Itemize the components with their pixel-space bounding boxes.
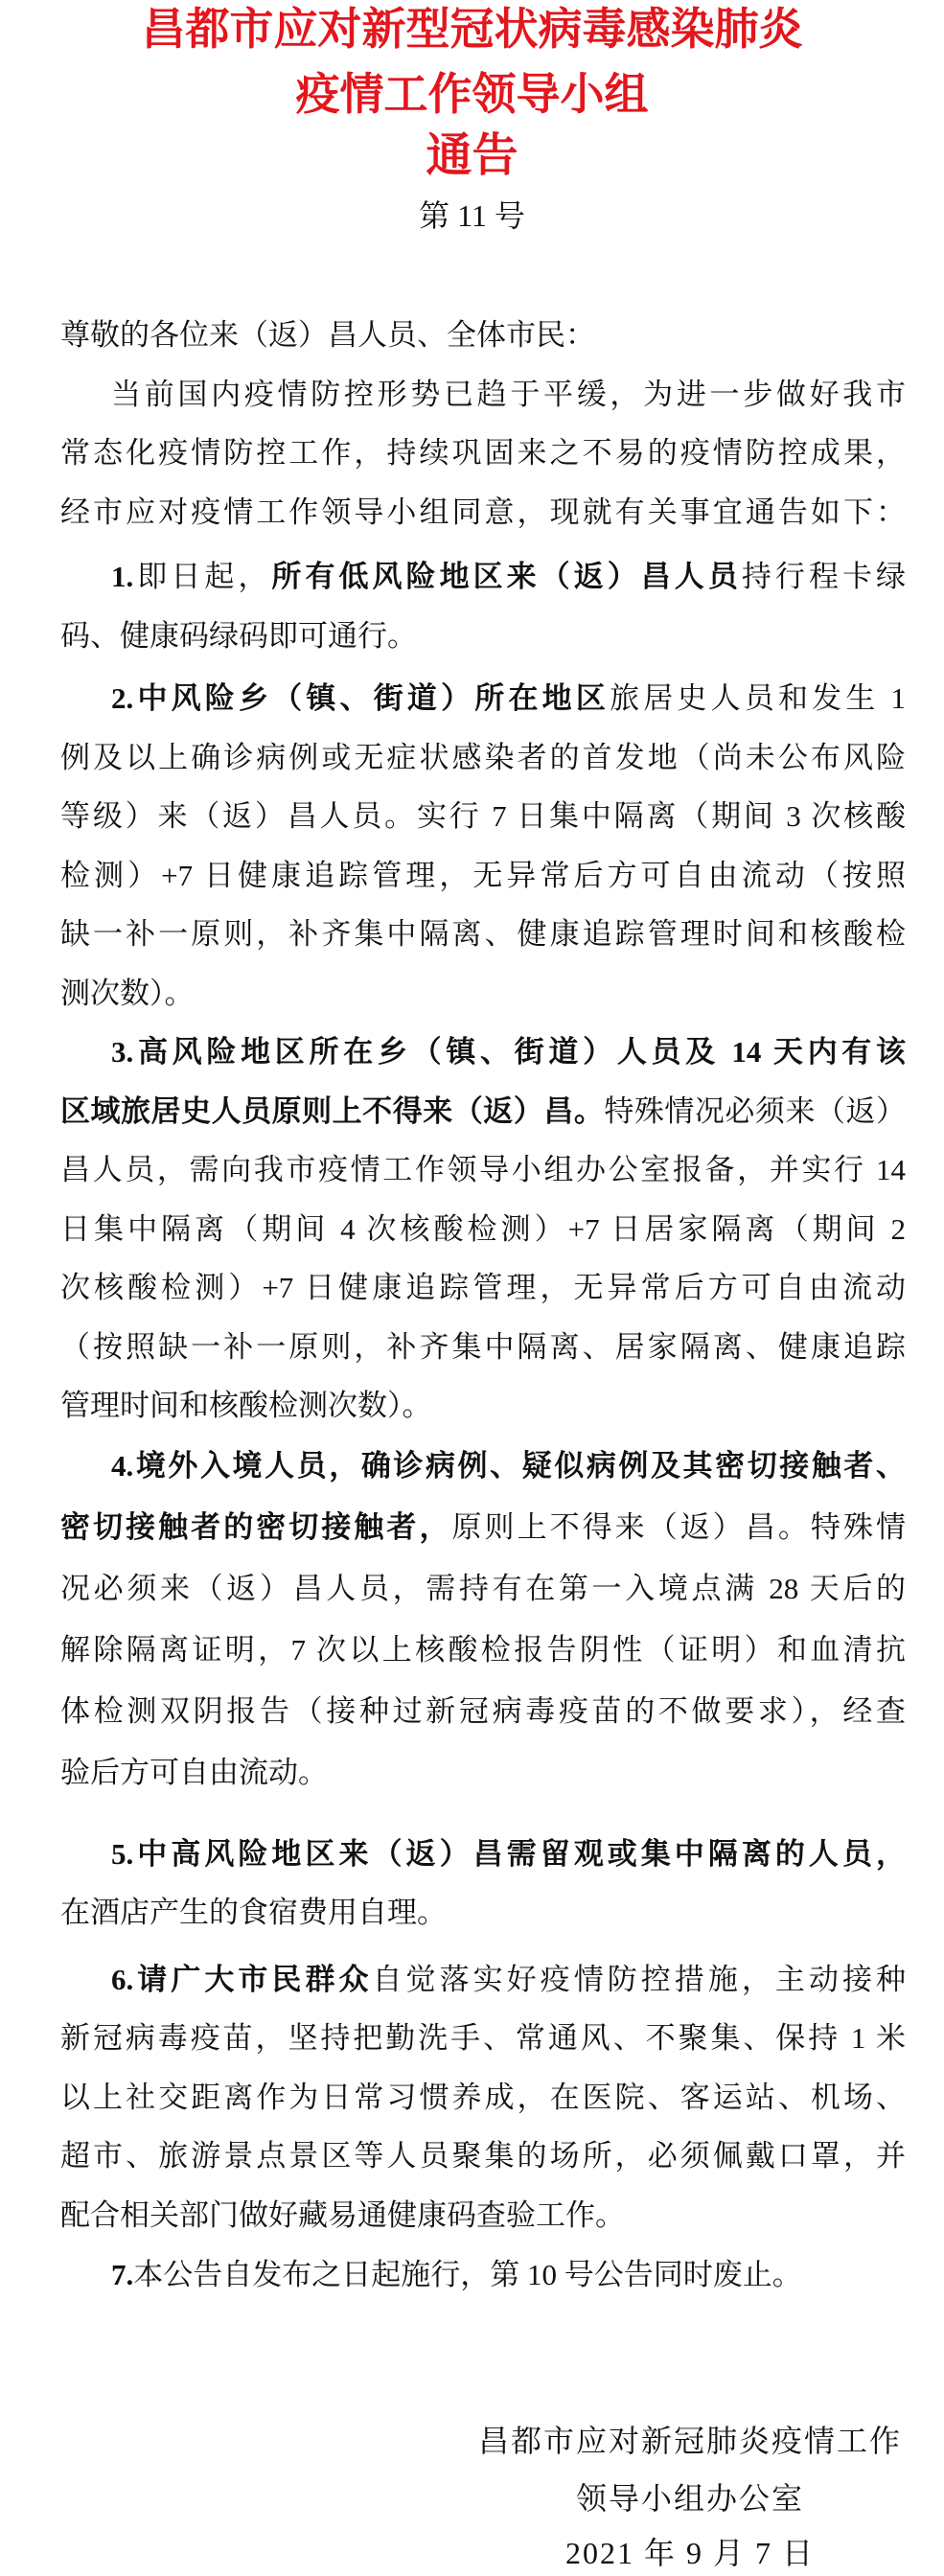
bold-text-segment: 7. xyxy=(111,2258,134,2291)
text-segment: 经市应对疫情工作领导小组同意，现就有关事宜通告如下： xyxy=(60,494,906,529)
notice-title-line-1: 昌都市应对新型冠状病毒感染肺炎 xyxy=(141,5,803,54)
text-segment: 测次数）。 xyxy=(60,976,195,1010)
notice-body xyxy=(60,306,906,2305)
bold-text-segment: 所有低风险地区来（返）昌人员 xyxy=(271,560,742,593)
text-segment: 检测）+7 日健康追踪管理，无异常后方可自由流动（按照 xyxy=(60,858,906,892)
paragraph-line xyxy=(60,1825,906,1884)
text-segment: 原则上不得来（返）昌。特殊情 xyxy=(451,1509,907,1544)
text-segment: 缺一补一原则，补齐集中隔离、健康追踪管理时间和核酸检 xyxy=(60,917,906,951)
text-segment: 次核酸检测）+7 日健康追踪管理，无异常后方可自由流动 xyxy=(60,1271,906,1304)
bold-text-segment: 4.境外入境人员，确诊病例、疑似病例及其密切接触者、 xyxy=(111,1448,906,1483)
paragraph-line xyxy=(60,1436,906,1497)
line-text xyxy=(60,2198,625,2232)
text-segment: 超市、旅游景点景区等人员聚集的场所，必须佩戴口罩，并 xyxy=(60,2139,906,2173)
bold-text-segment: 5.中高风险地区来（返）昌需留观或集中隔离的人员， xyxy=(111,1836,906,1871)
text-segment: 特殊情况必须来（返） xyxy=(604,1093,907,1128)
line-text xyxy=(60,1510,906,1544)
bold-text-segment: 密切接触者的密切接触者， xyxy=(60,1509,452,1544)
text-segment: 体检测双阴报告（接种过新冠病毒疫苗的不做要求），经查 xyxy=(60,1693,906,1728)
paragraph-line xyxy=(60,2245,906,2305)
line-text xyxy=(111,1837,906,1871)
paragraph-line xyxy=(60,787,906,846)
paragraph-line xyxy=(60,1023,906,1082)
signature-office: 领导小组办公室 xyxy=(575,2481,804,2516)
line-text xyxy=(111,378,906,411)
paragraph-item-5 xyxy=(60,1825,906,1943)
line-text xyxy=(111,560,906,593)
text-segment: 即日起， xyxy=(133,560,272,593)
text-segment: 解除隔离证明，7 次以上核酸检报告阴性（证明）和血清抗 xyxy=(60,1632,906,1667)
paragraph-line xyxy=(60,1376,906,1436)
line-text xyxy=(111,2258,802,2291)
bold-text-segment: 2.中风险乡（镇、街道）所在地区 xyxy=(111,681,610,715)
paragraph-line xyxy=(60,1681,906,1742)
paragraph-line xyxy=(60,1742,906,1804)
paragraph-line xyxy=(60,2186,906,2245)
notice-title-line-2: 疫情工作领导小组 xyxy=(295,70,649,119)
line-text xyxy=(60,1633,906,1667)
paragraph-line xyxy=(60,1318,906,1377)
text-segment: 自觉落实好疫情防控措施，主动接种 xyxy=(372,1962,907,1996)
paragraph-line xyxy=(60,2068,906,2128)
text-segment: 验后方可自由流动。 xyxy=(60,1755,328,1789)
paragraph-intro xyxy=(60,365,906,542)
paragraph-line xyxy=(60,1258,906,1318)
line-text xyxy=(60,318,595,352)
line-text xyxy=(60,1896,447,1929)
line-text xyxy=(111,1963,906,1996)
paragraph-line xyxy=(60,1558,906,1620)
line-text xyxy=(60,859,906,892)
text-segment: 等级）来（返）昌人员。实行 7 日集中隔离（期间 3 次核酸 xyxy=(60,799,906,833)
line-text xyxy=(60,1094,906,1128)
notice-number: 第 11 号 xyxy=(419,198,525,233)
text-segment: 旅居史人员和发生 1 xyxy=(610,681,906,715)
paragraph-item-1 xyxy=(60,547,906,665)
paragraph-line xyxy=(60,1950,906,2010)
line-text xyxy=(60,619,417,653)
text-segment: 本公告自发布之日起施行，第 10 号公告同时废止。 xyxy=(133,2258,802,2291)
line-text xyxy=(60,1572,906,1605)
text-segment: 常态化疫情防控工作，持续巩固来之不易的疫情防控成果， xyxy=(60,436,906,470)
paragraph-line xyxy=(60,846,906,906)
bold-text-segment: 区域旅居史人员原则上不得来（返）昌。 xyxy=(60,1093,605,1128)
line-text xyxy=(60,1212,906,1246)
paragraph-line xyxy=(60,2127,906,2186)
text-segment: 以上社交距离作为日常习惯养成，在医院、客运站、机场、 xyxy=(60,2080,906,2114)
paragraph-line xyxy=(60,547,906,607)
text-segment: 管理时间和核酸检测次数）。 xyxy=(60,1389,432,1422)
paragraph-line xyxy=(60,728,906,788)
line-text xyxy=(60,917,906,951)
paragraph-line xyxy=(60,669,906,728)
notice-title-line-3: 通告 xyxy=(426,130,518,181)
paragraph-line xyxy=(60,1140,906,1200)
paragraph-line xyxy=(60,1620,906,1681)
paragraph-line xyxy=(60,1883,906,1943)
paragraph-line xyxy=(60,905,906,964)
text-segment: 尊敬的各位来（返）昌人员、全体市民： xyxy=(60,318,595,352)
line-text xyxy=(60,741,906,774)
line-text xyxy=(60,495,906,529)
line-text xyxy=(60,977,195,1010)
paragraph-line xyxy=(60,424,906,483)
text-segment: 当前国内疫情防控形势已趋于平缓，为进一步做好我市 xyxy=(111,377,906,411)
line-text xyxy=(111,681,906,715)
paragraph-item-6 xyxy=(60,1950,906,2245)
line-text xyxy=(111,1035,906,1069)
paragraph-line xyxy=(60,964,906,1024)
text-segment: 码、健康码绿码即可通行。 xyxy=(60,618,417,653)
paragraph-line xyxy=(60,1497,906,1558)
paragraph-line xyxy=(60,2009,906,2068)
line-text xyxy=(60,2021,906,2055)
signature-date: 2021 年 9 月 7 日 xyxy=(564,2536,815,2570)
paragraph-line xyxy=(60,483,906,542)
line-text xyxy=(60,1330,906,1364)
paragraph-line xyxy=(60,365,906,425)
paragraph-line xyxy=(60,1200,906,1259)
bold-text-segment: 1. xyxy=(111,560,134,593)
bold-text-segment: 6.请广大市民群众 xyxy=(111,1962,373,1996)
paragraph-item-2 xyxy=(60,669,906,1023)
text-segment: （按照缺一补一原则，补齐集中隔离、居家隔离、健康追踪 xyxy=(60,1329,906,1364)
bold-text-segment: 3.高风险地区所在乡（镇、街道）人员及 14 天内有该 xyxy=(111,1035,906,1069)
line-text xyxy=(60,2139,906,2173)
paragraph-item-3 xyxy=(60,1023,906,1436)
text-segment: 配合相关部门做好藏易通健康码查验工作。 xyxy=(60,2197,625,2232)
text-segment: 在酒店产生的食宿费用自理。 xyxy=(60,1896,447,1929)
paragraph-item-7 xyxy=(60,2245,906,2305)
line-text xyxy=(60,799,906,833)
paragraph-item-4 xyxy=(60,1436,906,1804)
signature-organization: 昌都市应对新冠肺炎疫情工作 xyxy=(477,2424,902,2458)
text-segment: 例及以上确诊病例或无症状感染者的首发地（尚未公布风险 xyxy=(60,740,906,774)
paragraph-line xyxy=(60,306,906,365)
line-text xyxy=(60,1756,328,1789)
paragraph-line xyxy=(60,607,906,666)
text-segment: 新冠病毒疫苗，坚持把勤洗手、常通风、不聚集、保持 1 米 xyxy=(60,2021,906,2055)
text-segment: 况必须来（返）昌人员，需持有在第一入境点满 28 天后的 xyxy=(60,1571,906,1605)
paragraph-greeting xyxy=(60,306,906,365)
line-text xyxy=(60,1153,906,1186)
line-text xyxy=(60,1271,906,1304)
paragraph-line xyxy=(60,1082,906,1141)
line-text xyxy=(60,1694,906,1728)
text-segment: 日集中隔离（期间 4 次核酸检测）+7 日居家隔离（期间 2 xyxy=(60,1211,906,1246)
line-text xyxy=(111,1449,906,1483)
line-text xyxy=(60,436,906,470)
text-segment: 持行程卡绿 xyxy=(741,560,907,593)
text-segment: 昌人员，需向我市疫情工作领导小组办公室报备，并实行 14 xyxy=(60,1153,906,1186)
line-text xyxy=(60,1389,432,1422)
line-text xyxy=(60,2081,906,2114)
